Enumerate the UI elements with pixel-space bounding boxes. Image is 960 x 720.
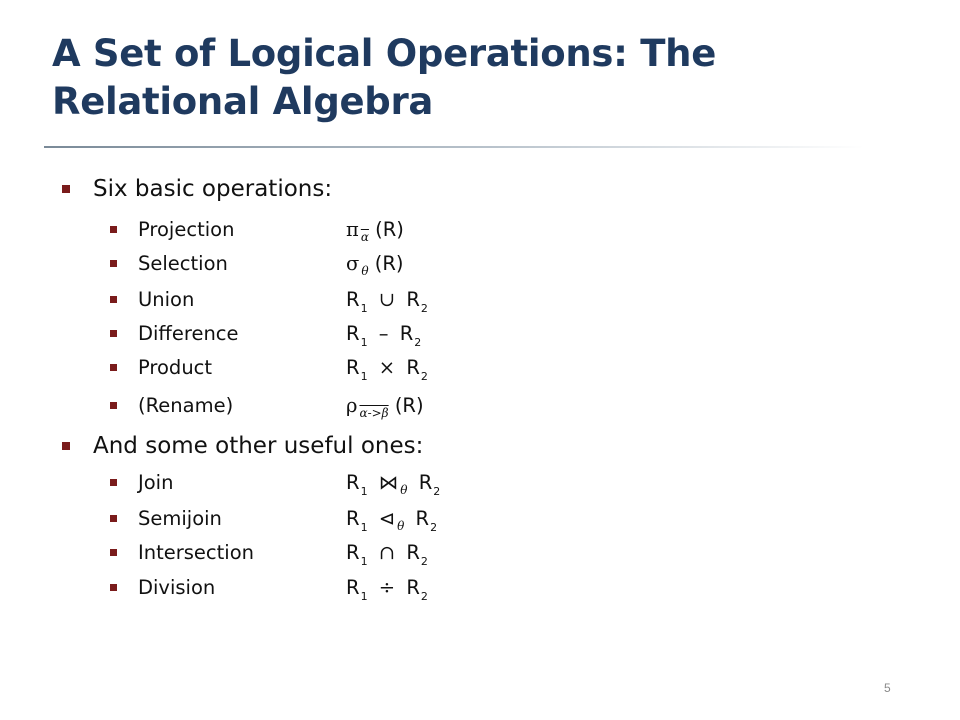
- operation-expression: [346, 393, 424, 420]
- operator-symbol: –: [378, 321, 389, 345]
- right-subscript: 2: [420, 554, 428, 568]
- operation-expression: [346, 355, 428, 383]
- right-subscript: 2: [414, 335, 422, 349]
- operator-subscript: α: [360, 229, 369, 244]
- square-bullet-icon: [110, 584, 117, 591]
- right-operand: R: [406, 540, 420, 564]
- square-bullet-icon: [110, 330, 117, 337]
- operand: (R): [394, 393, 424, 417]
- list-item-intersection: [110, 537, 428, 567]
- operator-subscript: θ: [400, 482, 408, 497]
- square-bullet-icon: [62, 442, 70, 450]
- operation-label: Projection: [138, 217, 235, 241]
- list-item-rename: [110, 390, 424, 420]
- square-bullet-icon: [62, 185, 70, 193]
- list-item-union: [110, 284, 428, 314]
- operator-symbol: ∩: [378, 540, 396, 564]
- left-operand: R: [346, 575, 360, 599]
- operation-label: Intersection: [138, 540, 255, 564]
- section-heading: And some other useful ones:: [93, 433, 424, 459]
- operation-label: Selection: [138, 251, 228, 275]
- operator-symbol: σ: [346, 251, 360, 275]
- left-subscript: 1: [360, 589, 368, 603]
- left-subscript: 1: [360, 554, 368, 568]
- list-item-selection: [110, 248, 404, 278]
- operator-subscript: α->β: [359, 405, 389, 420]
- slide-title: A Set of Logical Operations: The Relational Algebra: [52, 32, 717, 123]
- list-item-projection: [110, 214, 404, 244]
- title-divider: [44, 146, 864, 148]
- left-subscript: 1: [360, 484, 368, 498]
- right-operand: R: [406, 287, 420, 311]
- left-subscript: 1: [360, 520, 368, 534]
- bullet-six-basic-operations: [62, 173, 332, 205]
- operand: (R): [374, 251, 404, 275]
- left-subscript: 1: [360, 301, 368, 315]
- right-subscript: 2: [433, 484, 441, 498]
- operation-label: Semijoin: [138, 506, 222, 530]
- operator-symbol: ⋈: [378, 470, 399, 494]
- right-operand: R: [415, 506, 430, 530]
- list-item-semijoin: [110, 503, 437, 533]
- operator-symbol: ⊲: [378, 506, 396, 530]
- operator-symbol: ∪: [378, 287, 396, 311]
- right-subscript: 2: [420, 301, 428, 315]
- operator-subscript: θ: [361, 263, 369, 278]
- operation-expression: [346, 321, 422, 349]
- operation-expression: [346, 470, 441, 498]
- list-item-join: [110, 467, 440, 497]
- left-operand: R: [346, 506, 360, 530]
- left-subscript: 1: [360, 369, 368, 383]
- operator-symbol: ×: [378, 355, 396, 379]
- right-operand: R: [399, 321, 414, 345]
- operation-expression: [346, 575, 428, 603]
- left-operand: R: [346, 470, 360, 494]
- operand: (R): [375, 217, 404, 241]
- operation-expression: [346, 540, 428, 568]
- operator-symbol: ρ: [346, 393, 358, 417]
- square-bullet-icon: [110, 549, 117, 556]
- page-number: 5: [884, 681, 891, 695]
- right-subscript: 2: [420, 369, 428, 383]
- left-operand: R: [346, 287, 360, 311]
- square-bullet-icon: [110, 296, 117, 303]
- square-bullet-icon: [110, 226, 117, 233]
- square-bullet-icon: [110, 479, 117, 486]
- operation-label: Union: [138, 287, 195, 311]
- right-subscript: 2: [420, 589, 428, 603]
- left-operand: R: [346, 355, 360, 379]
- list-item-difference: [110, 318, 421, 348]
- operation-expression: [346, 287, 428, 315]
- left-operand: R: [346, 540, 360, 564]
- left-subscript: 1: [360, 335, 368, 349]
- right-subscript: 2: [430, 520, 438, 534]
- section-heading: Six basic operations:: [93, 176, 333, 202]
- bullet-other-useful-ones: [62, 430, 423, 462]
- square-bullet-icon: [110, 515, 117, 522]
- left-operand: R: [346, 321, 360, 345]
- operation-label: (Rename): [138, 393, 234, 417]
- operation-expression: [346, 251, 404, 278]
- list-item-product: [110, 352, 428, 382]
- list-item-division: [110, 572, 428, 602]
- right-operand: R: [406, 355, 420, 379]
- operator-subscript: θ: [397, 518, 405, 533]
- square-bullet-icon: [110, 402, 117, 409]
- operator-symbol: ÷: [378, 575, 396, 599]
- square-bullet-icon: [110, 260, 117, 267]
- square-bullet-icon: [110, 364, 117, 371]
- right-operand: R: [406, 575, 420, 599]
- operation-label: Product: [138, 355, 213, 379]
- operation-label: Division: [138, 575, 216, 599]
- operation-expression: [346, 506, 438, 534]
- operation-expression: [346, 217, 404, 244]
- operation-label: Difference: [138, 321, 239, 345]
- operator-symbol: π: [346, 217, 359, 241]
- right-operand: R: [418, 470, 433, 494]
- operation-label: Join: [138, 470, 174, 494]
